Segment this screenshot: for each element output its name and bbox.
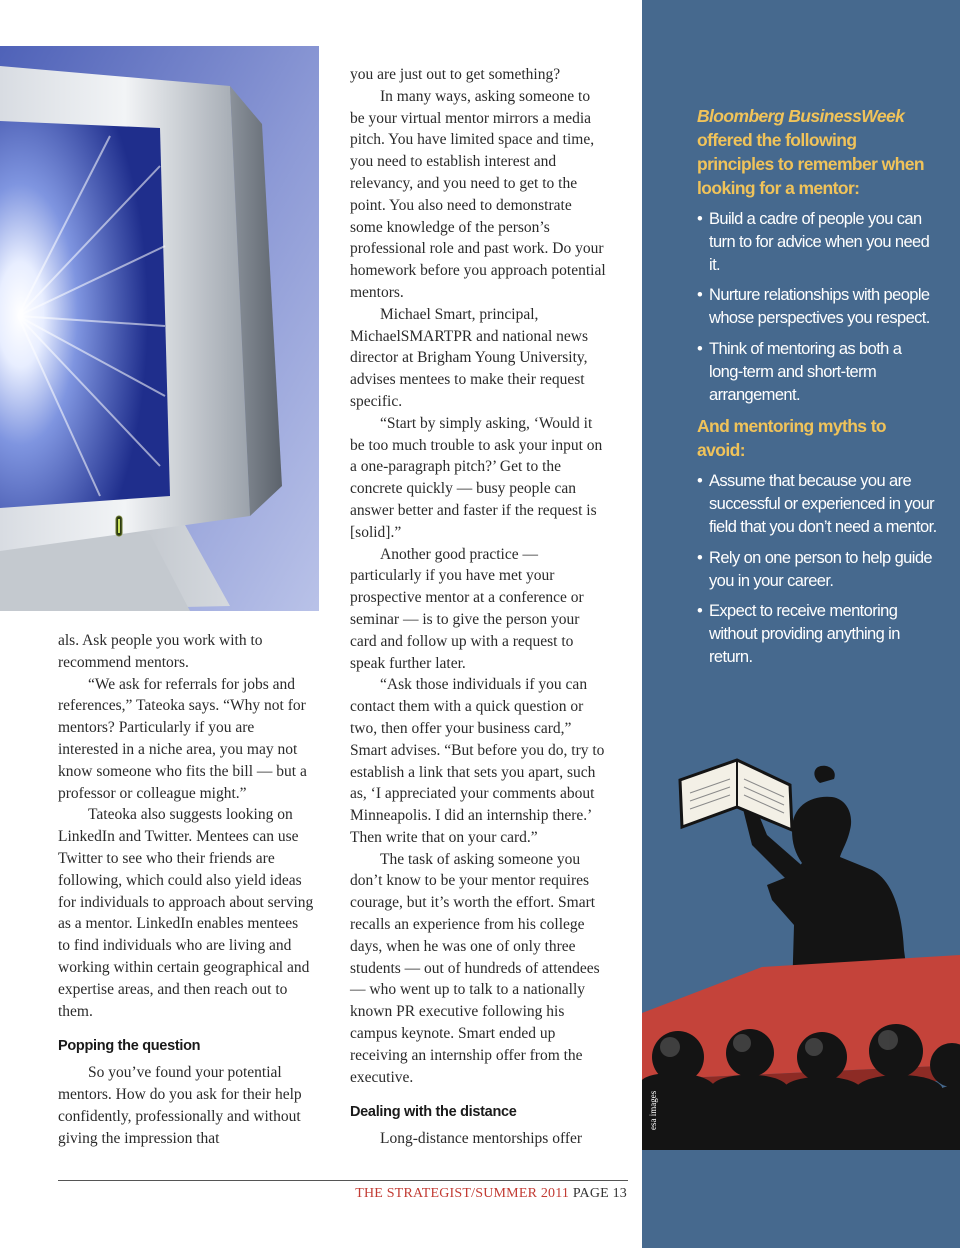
sidebar-heading <box>697 104 937 200</box>
paragraph: In many ways, asking someone to be your virtual mentor mirrors a media pitch. You have limited space and time, you need to establish interest and relevancy, and you need to get to the point. You also need to demonstrate some knowledge of the person’s professional role and past work. Do your homework before you approach potential mentors. <box>350 87 606 301</box>
publication-issue: THE STRATEGIST/SUMMER 2011 <box>355 1186 570 1201</box>
list-item: • Nurture relationships with people whose perspectives you respect. <box>697 284 937 330</box>
myths-list <box>697 470 937 668</box>
page-number: PAGE 13 <box>572 1186 627 1201</box>
list-item: • Assume that because you are successful or experienced in your field that you don’t need a mentor. <box>697 470 937 538</box>
list-item: • Rely on one person to help guide you in your career. <box>697 547 937 593</box>
paragraph: Tateoka also suggests looking on LinkedIn and Twitter. Mentees can use Twitter to see who their friends are following, which could also yield ideas for individuals to approach about serving as a mentor. LinkedIn enables mentees to find individuals who are living and working within certain geographical and expertise areas, and then reach out to them. <box>58 806 314 1020</box>
lecturer-silhouette-illustration <box>642 735 960 1150</box>
sidebar-heading-rest: offered the following principles to remember when looking for a mentor: <box>697 130 924 198</box>
list-item: • Build a cadre of people you can turn to for advice when you need it. <box>697 208 937 276</box>
paragraph: So you’ve found your potential mentors. How do you ask for their help confidently, professionally and without giving the impression that <box>58 1064 302 1147</box>
footer-rule <box>58 1180 628 1181</box>
paragraph: you are just out to get something? <box>350 66 561 83</box>
mentor-tips-sidebar <box>642 0 960 1248</box>
monitor-illustration <box>0 46 319 611</box>
paragraph: Another good practice — particularly if you have met your prospective mentor at a conference or seminar — is to give the person your card and follow up with a request to speak further later. <box>350 545 584 672</box>
section-heading-dealing-with-the-distance: Dealing with the distance <box>350 1104 517 1121</box>
monitor-light-burst-image <box>0 46 319 611</box>
principles-list <box>697 208 937 406</box>
article-column-1 <box>58 630 314 1150</box>
page-footer <box>355 1186 627 1202</box>
paragraph: The task of asking someone you don’t know to be your mentor requires courage, but it’s worth the effort. Smart recalls an experience from his college days, when he was one of only three students — out of hundreds of attendees — who went up to talk to a nationally known PR executive following his campus keynote. Smart ended up receiving an internship offer from the executive. <box>350 850 600 1086</box>
sidebar-text <box>697 104 937 677</box>
paragraph: “Start by simply asking, ‘Would it be too much trouble to ask your input on a one-paragraph pitch?’ Get to the concrete quickly — busy people can answer better and faster if the request is [solid].” <box>350 414 603 541</box>
paragraph: Michael Smart, principal, MichaelSMARTPR and national news director at Brigham Young University, advises mentees to make their request specific. <box>350 305 589 410</box>
section-heading-popping-the-question: Popping the question <box>58 1038 201 1055</box>
article-column-2 <box>350 64 608 1150</box>
image-credit: esa images <box>648 1090 658 1130</box>
list-item: • Think of mentoring as both a long-term and short-term arrangement. <box>697 338 937 406</box>
myths-heading: And mentoring myths to avoid: <box>697 416 887 461</box>
list-item: • Expect to receive mentoring without providing anything in return. <box>697 600 937 668</box>
paragraph: Long-distance mentorships offer <box>380 1130 583 1148</box>
paragraph: “Ask those individuals if you can contact them with a quick question or two, then offer your business card,” Smart advises. “But before you do, try to establish a link that sets you apart, such as, ‘I appreciated your comments about Minneapolis. I did an internship there.’ Then write that on your card.” <box>350 676 605 846</box>
publication-name: Bloomberg BusinessWeek <box>697 106 905 126</box>
paragraph: “We ask for referrals for jobs and references,” Tateoka says. “Why not for mentors? Particularly if you are interested in a niche area, you may not know someone who fits the bill — but a professor or colleague might.” <box>58 675 307 802</box>
paragraph: als. Ask people you work with to recommend mentors. <box>58 632 263 671</box>
